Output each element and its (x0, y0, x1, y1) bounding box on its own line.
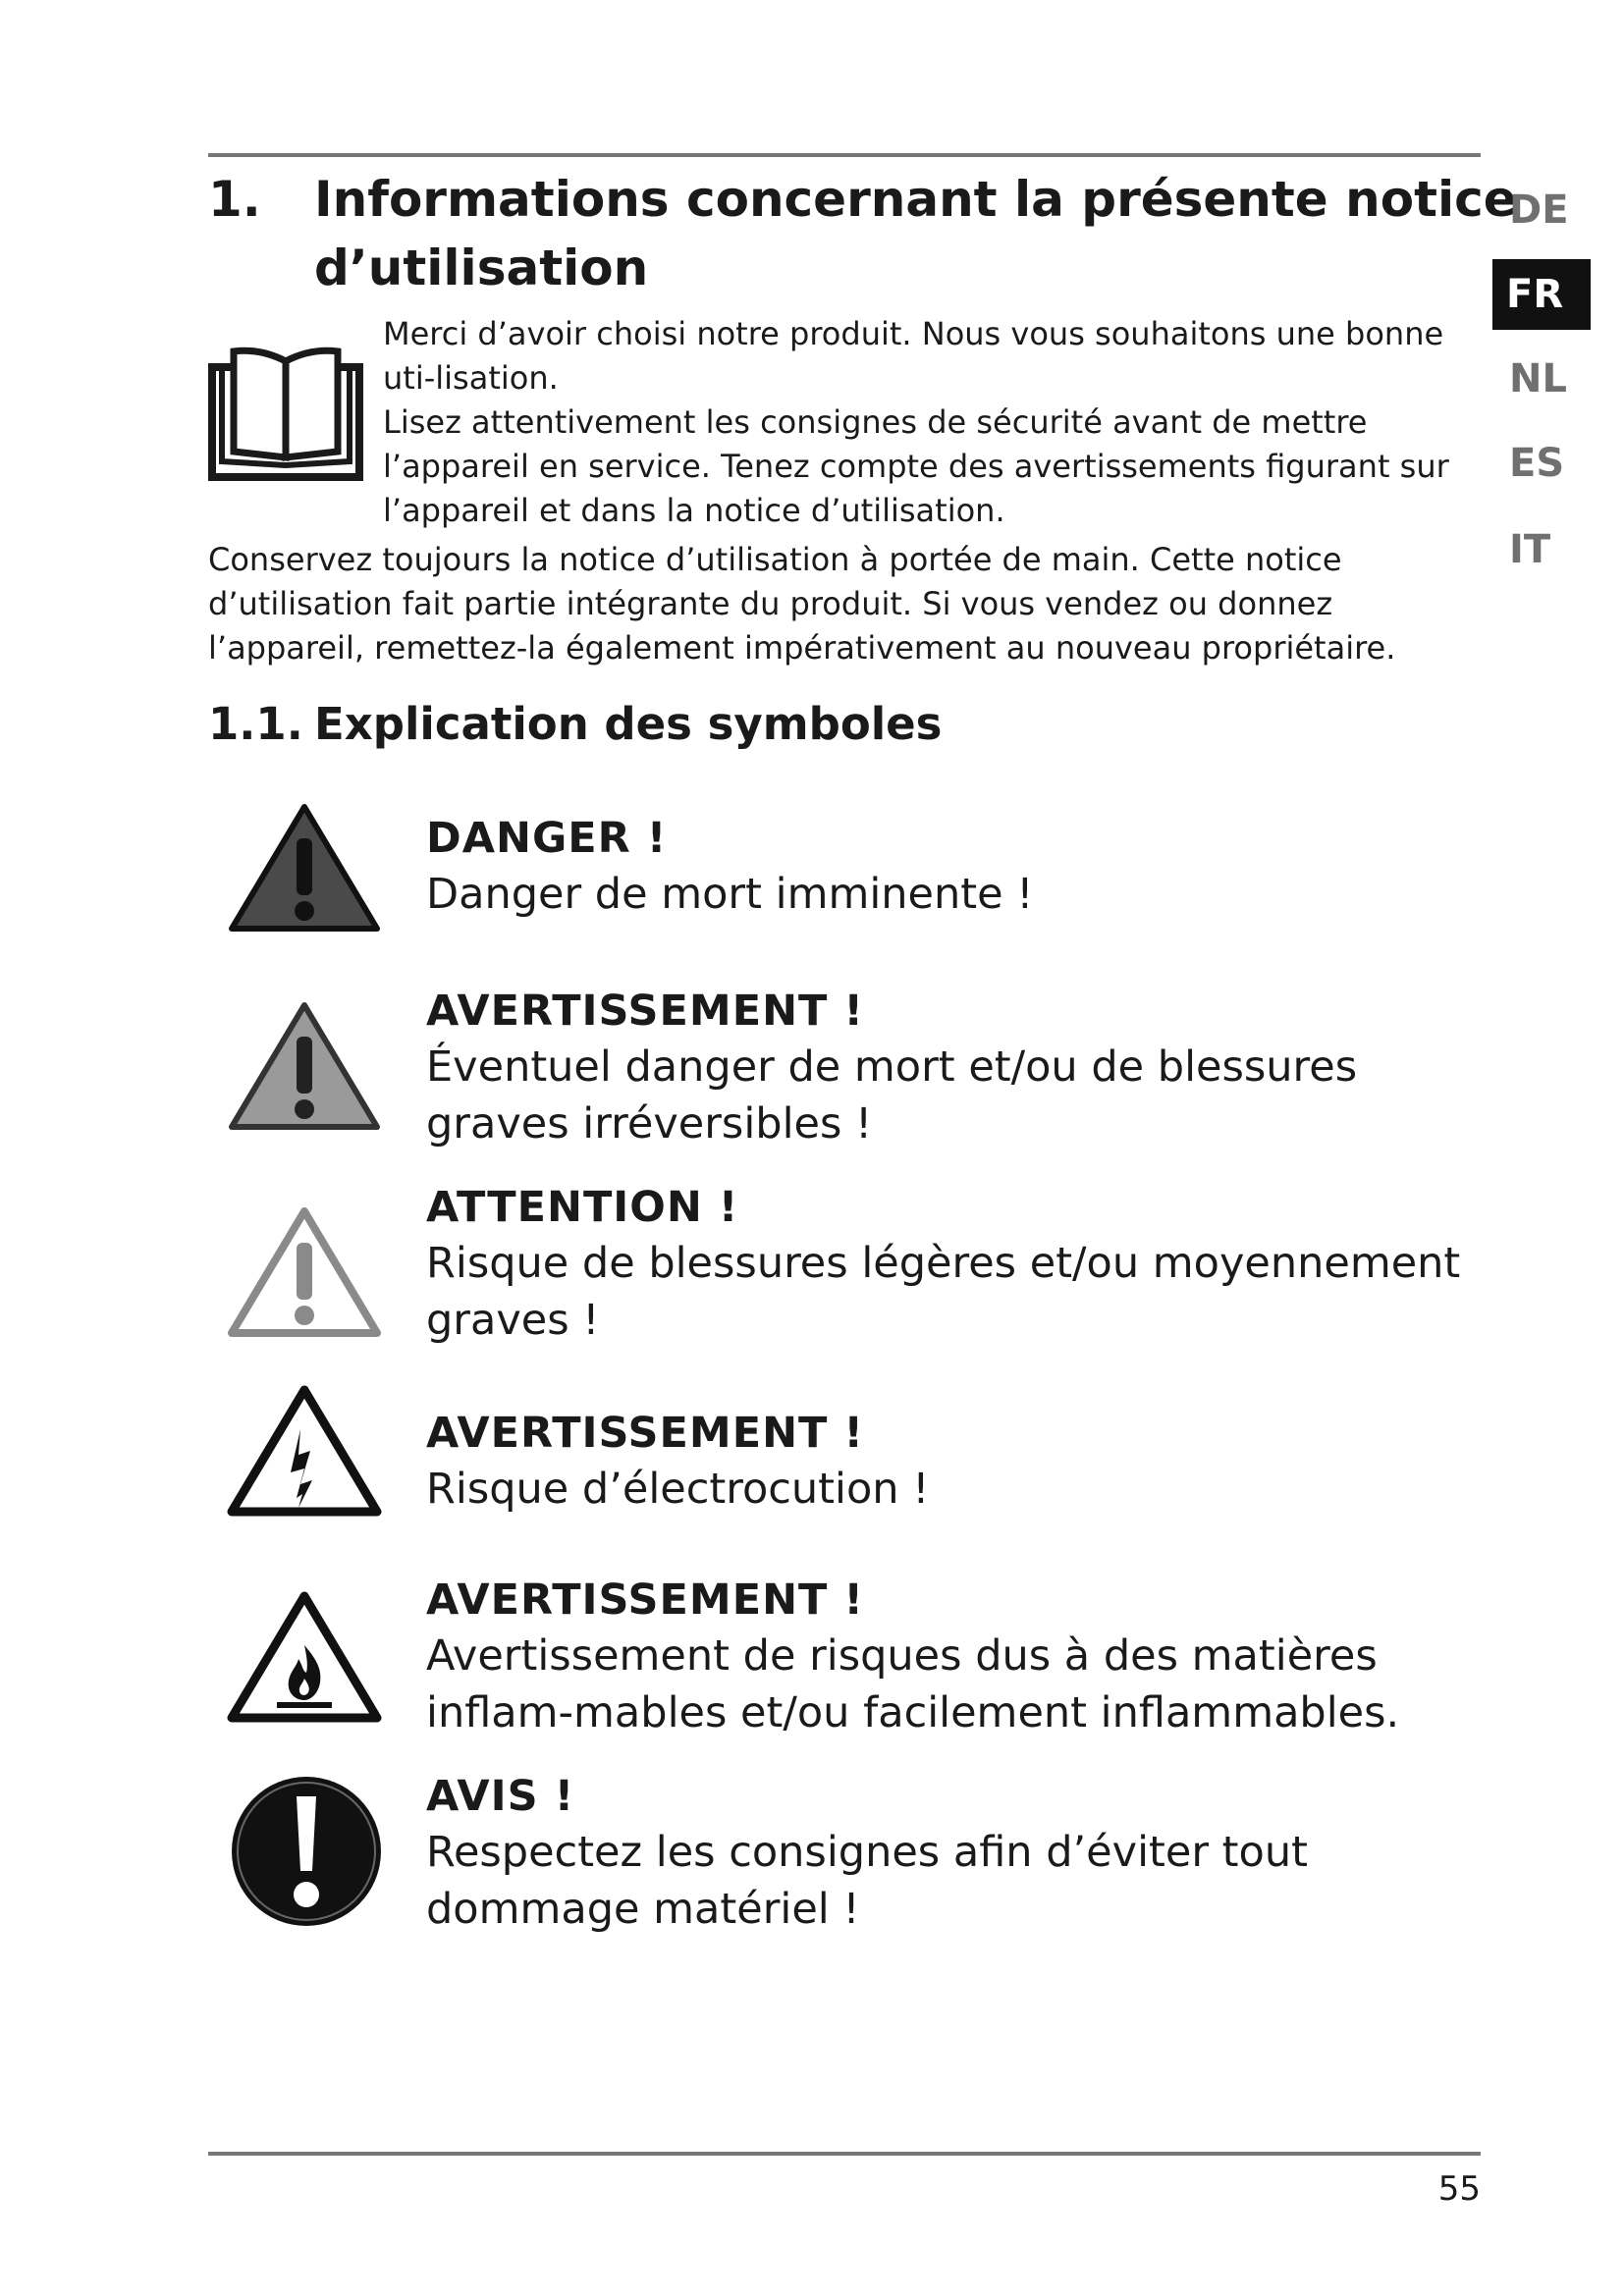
symbol-text (426, 984, 1487, 1152)
notice-exclamation-icon (228, 1773, 385, 1930)
subsection-title: Explication des symboles (314, 698, 943, 750)
symbol-text (426, 1406, 1487, 1518)
subsection-heading (208, 695, 942, 754)
symbol-description: Risque d’électrocution ! (426, 1465, 930, 1514)
symbol-title: AVIS ! (426, 1772, 575, 1821)
intro-paragraph-1: Merci d’avoir choisi notre produit. Nous vous souhaitons une bonne uti-lisation. (383, 315, 1444, 397)
lang-tab-de[interactable]: DE (1509, 187, 1569, 233)
symbol-title: AVERTISSEMENT ! (426, 987, 864, 1036)
bottom-rule (208, 2152, 1481, 2156)
electric-shock-icon (226, 1382, 383, 1520)
symbol-description: Danger de mort imminente ! (426, 870, 1034, 919)
lang-tab-it[interactable]: IT (1509, 527, 1551, 572)
symbol-description: Éventuel danger de mort et/ou de blessures graves irréversibles ! (426, 1042, 1358, 1148)
top-rule (208, 153, 1481, 157)
intro-text (383, 312, 1483, 533)
lang-tab-es[interactable]: ES (1509, 441, 1565, 486)
flammable-icon (226, 1588, 383, 1726)
intro-paragraph-2: Lisez attentivement les consignes de sécurité avant de mettre l’appareil en service. Tenez compte des avertissements figurant sur l’appareil et dans la notice d’utilisation. (383, 403, 1449, 529)
section-number: 1. (208, 171, 261, 228)
symbol-text (426, 1180, 1487, 1349)
lang-tab-nl[interactable]: NL (1509, 356, 1567, 401)
warning-triangle-icon (226, 997, 383, 1135)
danger-warning-icon (226, 799, 383, 936)
symbol-description: Avertissement de risques dus à des matières inflam-mables et/ou facilement inflammables. (426, 1631, 1400, 1737)
subsection-number: 1.1. (208, 698, 303, 750)
section-title-line2: d’utilisation (314, 240, 649, 296)
section-title-line1: Informations concernant la présente notice (314, 171, 1517, 228)
symbol-description: Risque de blessures légères et/ou moyennement graves ! (426, 1239, 1461, 1345)
caution-triangle-icon (226, 1203, 383, 1341)
symbol-title: ATTENTION ! (426, 1183, 739, 1232)
section-heading (208, 165, 1517, 302)
symbol-title: AVERTISSEMENT ! (426, 1575, 864, 1625)
symbol-text (426, 1573, 1487, 1741)
symbol-text (426, 1769, 1487, 1938)
manual-book-icon (208, 346, 363, 481)
lang-tab-fr[interactable]: FR (1492, 259, 1591, 330)
symbol-title: AVERTISSEMENT ! (426, 1409, 864, 1458)
page-number: 55 (1437, 2169, 1481, 2209)
symbol-text (426, 811, 1487, 923)
symbol-description: Respectez les consignes afin d’éviter tout dommage matériel ! (426, 1828, 1308, 1934)
symbol-title: DANGER ! (426, 814, 668, 863)
keep-manual-paragraph: Conservez toujours la notice d’utilisation à portée de main. Cette notice d’utilisation fait partie intégrante du produit. Si vous vendez ou donnez l’appareil, remettez-la également impérativement au nouveau propriétaire. (208, 541, 1396, 667)
